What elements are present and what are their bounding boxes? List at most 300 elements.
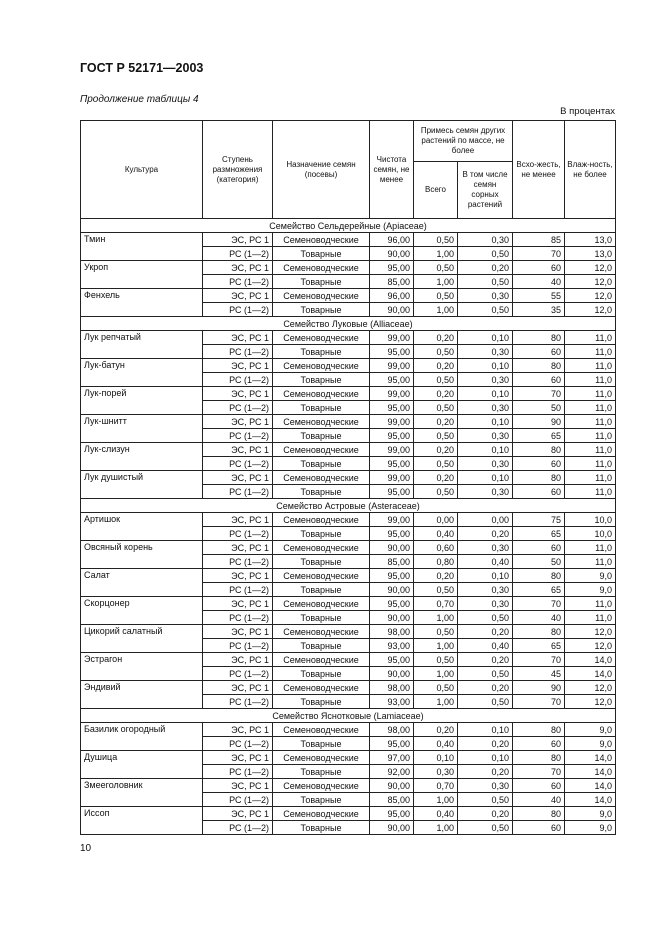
crop-name: Лук-слизун — [81, 443, 203, 471]
cell-weeds: 0,10 — [458, 569, 513, 583]
cell-weeds: 0,30 — [458, 457, 513, 471]
cell-germination: 60 — [513, 457, 565, 471]
cell-total: 0,40 — [414, 737, 458, 751]
cell-moisture: 12,0 — [565, 681, 616, 695]
cell-step: ЭС, РС 1 — [203, 513, 273, 527]
cell-moisture: 9,0 — [565, 737, 616, 751]
table-row — [81, 779, 616, 793]
cell-purpose: Товарные — [273, 611, 370, 625]
cell-total: 0,50 — [414, 345, 458, 359]
table-caption: Продолжение таблицы 4 — [80, 94, 199, 105]
cell-weeds: 0,10 — [458, 443, 513, 457]
cell-germination: 80 — [513, 471, 565, 485]
cell-germination: 80 — [513, 443, 565, 457]
cell-total: 1,00 — [414, 821, 458, 835]
cell-weeds: 0,00 — [458, 513, 513, 527]
crop-name: Фенхель — [81, 289, 203, 317]
cell-total: 1,00 — [414, 793, 458, 807]
table-row — [81, 331, 616, 345]
cell-total: 0,70 — [414, 779, 458, 793]
cell-total: 0,50 — [414, 373, 458, 387]
crop-name: Душица — [81, 751, 203, 779]
family-row — [81, 709, 616, 723]
cell-moisture: 13,0 — [565, 233, 616, 247]
cell-total: 0,00 — [414, 513, 458, 527]
cell-germination: 50 — [513, 555, 565, 569]
cell-purpose: Товарные — [273, 695, 370, 709]
cell-weeds: 0,50 — [458, 793, 513, 807]
cell-purity: 95,00 — [370, 597, 414, 611]
cell-step: ЭС, РС 1 — [203, 233, 273, 247]
cell-step: РС (1—2) — [203, 457, 273, 471]
cell-purity: 90,00 — [370, 541, 414, 555]
cell-total: 0,50 — [414, 233, 458, 247]
cell-purity: 99,00 — [370, 415, 414, 429]
cell-germination: 40 — [513, 275, 565, 289]
cell-step: ЭС, РС 1 — [203, 359, 273, 373]
cell-purity: 90,00 — [370, 303, 414, 317]
cell-purity: 90,00 — [370, 611, 414, 625]
cell-purity: 95,00 — [370, 527, 414, 541]
cell-germination: 35 — [513, 303, 565, 317]
cell-purity: 95,00 — [370, 737, 414, 751]
table-row — [81, 569, 616, 583]
cell-purity: 95,00 — [370, 401, 414, 415]
cell-germination: 70 — [513, 695, 565, 709]
cell-step: ЭС, РС 1 — [203, 261, 273, 275]
cell-weeds: 0,30 — [458, 485, 513, 499]
header-moisture: Влаж-ность, не более — [565, 121, 616, 219]
cell-moisture: 9,0 — [565, 821, 616, 835]
cell-step: ЭС, РС 1 — [203, 625, 273, 639]
cell-moisture: 12,0 — [565, 275, 616, 289]
cell-purpose: Товарные — [273, 555, 370, 569]
table-row — [81, 387, 616, 401]
cell-step: РС (1—2) — [203, 303, 273, 317]
table-body — [81, 219, 616, 835]
cell-step: РС (1—2) — [203, 247, 273, 261]
crop-name: Лук-батун — [81, 359, 203, 387]
cell-weeds: 0,30 — [458, 583, 513, 597]
cell-germination: 80 — [513, 723, 565, 737]
cell-moisture: 12,0 — [565, 289, 616, 303]
cell-weeds: 0,20 — [458, 737, 513, 751]
cell-step: ЭС, РС 1 — [203, 779, 273, 793]
cell-purpose: Семеноводческие — [273, 653, 370, 667]
cell-step: РС (1—2) — [203, 555, 273, 569]
cell-weeds: 0,50 — [458, 611, 513, 625]
cell-purpose: Семеноводческие — [273, 415, 370, 429]
header-weeds: В том числе семян сорных растений — [458, 162, 513, 219]
cell-moisture: 14,0 — [565, 779, 616, 793]
crop-name: Овсяный корень — [81, 541, 203, 569]
cell-purpose: Товарные — [273, 583, 370, 597]
cell-weeds: 0,10 — [458, 359, 513, 373]
cell-weeds: 0,20 — [458, 765, 513, 779]
family-name: Семейство Яснотковые (Lamiaceae) — [81, 709, 616, 723]
cell-moisture: 10,0 — [565, 527, 616, 541]
cell-purpose: Семеноводческие — [273, 807, 370, 821]
family-row — [81, 317, 616, 331]
cell-total: 0,20 — [414, 387, 458, 401]
cell-moisture: 14,0 — [565, 765, 616, 779]
cell-moisture: 11,0 — [565, 555, 616, 569]
cell-weeds: 0,10 — [458, 415, 513, 429]
cell-purity: 90,00 — [370, 583, 414, 597]
cell-weeds: 0,30 — [458, 541, 513, 555]
cell-total: 1,00 — [414, 695, 458, 709]
cell-germination: 70 — [513, 387, 565, 401]
cell-purpose: Семеноводческие — [273, 387, 370, 401]
family-name: Семейство Луковые (Alliaceae) — [81, 317, 616, 331]
cell-purity: 95,00 — [370, 569, 414, 583]
cell-weeds: 0,10 — [458, 723, 513, 737]
cell-step: ЭС, РС 1 — [203, 387, 273, 401]
cell-germination: 50 — [513, 401, 565, 415]
table-row — [81, 261, 616, 275]
cell-step: ЭС, РС 1 — [203, 653, 273, 667]
cell-total: 0,20 — [414, 359, 458, 373]
cell-step: РС (1—2) — [203, 275, 273, 289]
cell-purpose: Семеноводческие — [273, 233, 370, 247]
cell-moisture: 14,0 — [565, 667, 616, 681]
cell-purpose: Семеноводческие — [273, 261, 370, 275]
cell-weeds: 0,10 — [458, 387, 513, 401]
cell-moisture: 12,0 — [565, 625, 616, 639]
crop-name: Базилик огородный — [81, 723, 203, 751]
cell-weeds: 0,20 — [458, 653, 513, 667]
cell-purity: 98,00 — [370, 625, 414, 639]
table-row — [81, 289, 616, 303]
cell-purity: 90,00 — [370, 667, 414, 681]
cell-purity: 95,00 — [370, 653, 414, 667]
cell-purpose: Товарные — [273, 429, 370, 443]
cell-total: 0,40 — [414, 807, 458, 821]
cell-total: 0,50 — [414, 625, 458, 639]
cell-moisture: 11,0 — [565, 611, 616, 625]
cell-weeds: 0,30 — [458, 345, 513, 359]
cell-total: 0,50 — [414, 583, 458, 597]
cell-purpose: Товарные — [273, 737, 370, 751]
cell-purpose: Товарные — [273, 485, 370, 499]
cell-moisture: 11,0 — [565, 387, 616, 401]
cell-germination: 65 — [513, 527, 565, 541]
cell-step: РС (1—2) — [203, 611, 273, 625]
cell-weeds: 0,50 — [458, 275, 513, 289]
cell-purity: 92,00 — [370, 765, 414, 779]
cell-total: 1,00 — [414, 275, 458, 289]
cell-step: ЭС, РС 1 — [203, 807, 273, 821]
crop-name: Укроп — [81, 261, 203, 289]
cell-step: РС (1—2) — [203, 793, 273, 807]
cell-purity: 95,00 — [370, 485, 414, 499]
cell-step: РС (1—2) — [203, 737, 273, 751]
cell-moisture: 11,0 — [565, 401, 616, 415]
cell-germination: 45 — [513, 667, 565, 681]
cell-germination: 80 — [513, 625, 565, 639]
cell-moisture: 11,0 — [565, 345, 616, 359]
cell-purity: 93,00 — [370, 695, 414, 709]
cell-moisture: 13,0 — [565, 247, 616, 261]
crop-name: Лук-шнитт — [81, 415, 203, 443]
cell-step: ЭС, РС 1 — [203, 751, 273, 765]
crop-name: Салат — [81, 569, 203, 597]
cell-germination: 65 — [513, 429, 565, 443]
cell-purpose: Товарные — [273, 527, 370, 541]
crop-name: Змееголовник — [81, 779, 203, 807]
cell-germination: 60 — [513, 779, 565, 793]
cell-purpose: Семеноводческие — [273, 359, 370, 373]
cell-total: 0,50 — [414, 681, 458, 695]
cell-purpose: Семеноводческие — [273, 513, 370, 527]
cell-purity: 99,00 — [370, 471, 414, 485]
cell-step: РС (1—2) — [203, 695, 273, 709]
cell-step: РС (1—2) — [203, 527, 273, 541]
cell-total: 1,00 — [414, 611, 458, 625]
table-row — [81, 807, 616, 821]
cell-weeds: 0,10 — [458, 331, 513, 345]
table-row — [81, 443, 616, 457]
cell-germination: 60 — [513, 345, 565, 359]
cell-weeds: 0,20 — [458, 681, 513, 695]
cell-purpose: Семеноводческие — [273, 597, 370, 611]
cell-weeds: 0,20 — [458, 261, 513, 275]
crop-name: Эндивий — [81, 681, 203, 709]
cell-moisture: 11,0 — [565, 457, 616, 471]
cell-total: 0,60 — [414, 541, 458, 555]
cell-weeds: 0,10 — [458, 751, 513, 765]
cell-germination: 60 — [513, 373, 565, 387]
cell-purity: 95,00 — [370, 457, 414, 471]
cell-purpose: Товарные — [273, 401, 370, 415]
seed-quality-table — [80, 120, 616, 835]
cell-germination: 60 — [513, 821, 565, 835]
crop-name: Эстрагон — [81, 653, 203, 681]
cell-germination: 40 — [513, 793, 565, 807]
cell-step: РС (1—2) — [203, 765, 273, 779]
header-purity: Чистота семян, не менее — [370, 121, 414, 219]
table-row — [81, 359, 616, 373]
cell-purpose: Семеноводческие — [273, 723, 370, 737]
cell-total: 0,20 — [414, 569, 458, 583]
cell-weeds: 0,10 — [458, 471, 513, 485]
cell-purpose: Товарные — [273, 303, 370, 317]
table-row — [81, 233, 616, 247]
crop-name: Иссоп — [81, 807, 203, 835]
header-admixture: Примесь семян других растений по массе, не более — [414, 121, 513, 162]
cell-germination: 80 — [513, 751, 565, 765]
cell-germination: 70 — [513, 765, 565, 779]
cell-moisture: 12,0 — [565, 303, 616, 317]
cell-total: 0,50 — [414, 429, 458, 443]
cell-total: 0,20 — [414, 471, 458, 485]
cell-purity: 90,00 — [370, 247, 414, 261]
cell-step: РС (1—2) — [203, 401, 273, 415]
cell-purpose: Семеноводческие — [273, 681, 370, 695]
cell-purity: 95,00 — [370, 807, 414, 821]
cell-total: 0,50 — [414, 289, 458, 303]
cell-purity: 95,00 — [370, 261, 414, 275]
cell-step: РС (1—2) — [203, 345, 273, 359]
family-name: Семейство Астровые (Asteraceae) — [81, 499, 616, 513]
cell-germination: 80 — [513, 807, 565, 821]
cell-weeds: 0,40 — [458, 555, 513, 569]
crop-name: Артишок — [81, 513, 203, 541]
cell-moisture: 11,0 — [565, 415, 616, 429]
cell-moisture: 11,0 — [565, 471, 616, 485]
family-row — [81, 499, 616, 513]
cell-purity: 95,00 — [370, 429, 414, 443]
header-purpose: Назначение семян (посевы) — [273, 121, 370, 219]
cell-germination: 40 — [513, 611, 565, 625]
cell-total: 0,50 — [414, 261, 458, 275]
cell-germination: 60 — [513, 541, 565, 555]
cell-purity: 97,00 — [370, 751, 414, 765]
cell-step: ЭС, РС 1 — [203, 471, 273, 485]
cell-purity: 85,00 — [370, 275, 414, 289]
cell-germination: 75 — [513, 513, 565, 527]
cell-moisture: 9,0 — [565, 723, 616, 737]
cell-moisture: 12,0 — [565, 695, 616, 709]
cell-purpose: Семеноводческие — [273, 289, 370, 303]
cell-purity: 96,00 — [370, 289, 414, 303]
cell-purpose: Семеноводческие — [273, 751, 370, 765]
cell-germination: 70 — [513, 597, 565, 611]
cell-moisture: 9,0 — [565, 583, 616, 597]
cell-moisture: 11,0 — [565, 331, 616, 345]
header-germination: Всхо-жесть, не менее — [513, 121, 565, 219]
cell-purity: 99,00 — [370, 443, 414, 457]
cell-step: ЭС, РС 1 — [203, 681, 273, 695]
cell-purity: 85,00 — [370, 555, 414, 569]
cell-step: РС (1—2) — [203, 373, 273, 387]
cell-purity: 98,00 — [370, 681, 414, 695]
cell-purpose: Семеноводческие — [273, 569, 370, 583]
header-crop: Культура — [81, 121, 203, 219]
cell-weeds: 0,50 — [458, 667, 513, 681]
cell-moisture: 11,0 — [565, 443, 616, 457]
cell-germination: 80 — [513, 569, 565, 583]
table-row — [81, 415, 616, 429]
crop-name: Лук-порей — [81, 387, 203, 415]
crop-name: Тмин — [81, 233, 203, 261]
cell-moisture: 12,0 — [565, 639, 616, 653]
table-row — [81, 625, 616, 639]
crop-name: Скорцонер — [81, 597, 203, 625]
cell-step: РС (1—2) — [203, 821, 273, 835]
cell-step: ЭС, РС 1 — [203, 597, 273, 611]
cell-germination: 60 — [513, 737, 565, 751]
cell-step: ЭС, РС 1 — [203, 443, 273, 457]
cell-weeds: 0,50 — [458, 821, 513, 835]
cell-moisture: 11,0 — [565, 359, 616, 373]
cell-weeds: 0,30 — [458, 373, 513, 387]
crop-name: Лук репчатый — [81, 331, 203, 359]
cell-total: 0,30 — [414, 765, 458, 779]
cell-purity: 90,00 — [370, 779, 414, 793]
cell-total: 0,20 — [414, 443, 458, 457]
cell-moisture: 11,0 — [565, 373, 616, 387]
cell-moisture: 9,0 — [565, 807, 616, 821]
cell-total: 0,20 — [414, 415, 458, 429]
cell-moisture: 10,0 — [565, 513, 616, 527]
cell-germination: 70 — [513, 247, 565, 261]
cell-purpose: Товарные — [273, 457, 370, 471]
cell-purity: 95,00 — [370, 345, 414, 359]
cell-step: РС (1—2) — [203, 639, 273, 653]
cell-total: 1,00 — [414, 247, 458, 261]
cell-weeds: 0,30 — [458, 597, 513, 611]
cell-total: 0,50 — [414, 653, 458, 667]
cell-germination: 90 — [513, 415, 565, 429]
cell-total: 0,80 — [414, 555, 458, 569]
cell-purpose: Семеноводческие — [273, 471, 370, 485]
cell-weeds: 0,30 — [458, 401, 513, 415]
units-label: В процентах — [560, 106, 615, 117]
cell-weeds: 0,30 — [458, 779, 513, 793]
cell-purity: 96,00 — [370, 233, 414, 247]
cell-purpose: Товарные — [273, 765, 370, 779]
cell-total: 1,00 — [414, 667, 458, 681]
cell-germination: 70 — [513, 653, 565, 667]
cell-total: 0,40 — [414, 527, 458, 541]
cell-purity: 85,00 — [370, 793, 414, 807]
cell-purpose: Товарные — [273, 639, 370, 653]
cell-weeds: 0,30 — [458, 289, 513, 303]
table-row — [81, 751, 616, 765]
cell-germination: 55 — [513, 289, 565, 303]
header-step: Ступень размножения (категория) — [203, 121, 273, 219]
cell-weeds: 0,40 — [458, 639, 513, 653]
cell-step: РС (1—2) — [203, 583, 273, 597]
cell-purity: 90,00 — [370, 821, 414, 835]
family-name: Семейство Сельдерейные (Apiaceae) — [81, 219, 616, 233]
cell-purpose: Семеноводческие — [273, 625, 370, 639]
cell-purity: 98,00 — [370, 723, 414, 737]
cell-total: 0,70 — [414, 597, 458, 611]
cell-germination: 65 — [513, 583, 565, 597]
cell-step: ЭС, РС 1 — [203, 569, 273, 583]
cell-purity: 99,00 — [370, 387, 414, 401]
table-row — [81, 723, 616, 737]
cell-purpose: Товарные — [273, 793, 370, 807]
cell-moisture: 14,0 — [565, 653, 616, 667]
cell-purity: 95,00 — [370, 373, 414, 387]
cell-purpose: Семеноводческие — [273, 331, 370, 345]
cell-purity: 93,00 — [370, 639, 414, 653]
cell-step: РС (1—2) — [203, 429, 273, 443]
cell-weeds: 0,50 — [458, 695, 513, 709]
cell-purity: 99,00 — [370, 513, 414, 527]
cell-moisture: 11,0 — [565, 541, 616, 555]
cell-step: РС (1—2) — [203, 485, 273, 499]
cell-purity: 99,00 — [370, 359, 414, 373]
cell-purpose: Товарные — [273, 373, 370, 387]
cell-total: 0,50 — [414, 457, 458, 471]
cell-purpose: Товарные — [273, 821, 370, 835]
cell-moisture: 9,0 — [565, 569, 616, 583]
crop-name: Лук душистый — [81, 471, 203, 499]
table-row — [81, 471, 616, 485]
cell-step: ЭС, РС 1 — [203, 289, 273, 303]
cell-moisture: 11,0 — [565, 597, 616, 611]
cell-weeds: 0,50 — [458, 303, 513, 317]
cell-moisture: 14,0 — [565, 793, 616, 807]
cell-weeds: 0,30 — [458, 233, 513, 247]
cell-purity: 99,00 — [370, 331, 414, 345]
crop-name: Цикорий салатный — [81, 625, 203, 653]
cell-total: 0,20 — [414, 723, 458, 737]
